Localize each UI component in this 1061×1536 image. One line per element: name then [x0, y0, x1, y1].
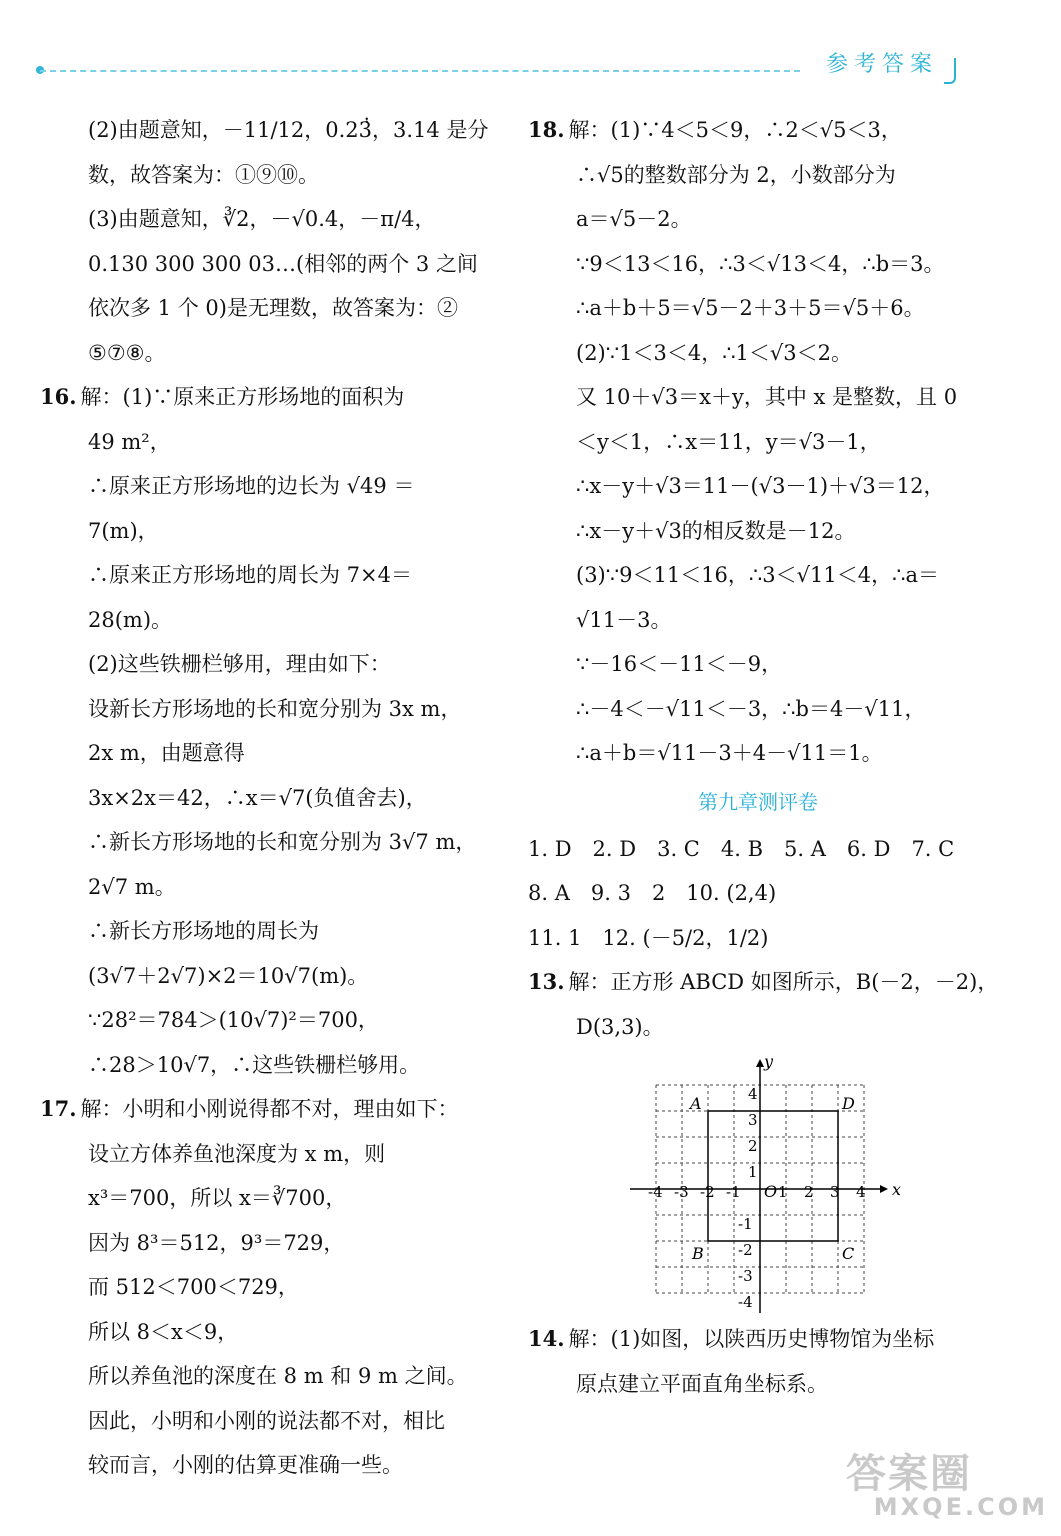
- line-text: 数，故答案为：①⑨⑩。: [88, 162, 319, 187]
- line-text: 7(m)，: [88, 518, 159, 543]
- line-text: 较而言，小刚的估算更准确一些。: [88, 1453, 403, 1477]
- text-line: [40, 1221, 500, 1266]
- line-text: (3)由题意知，∛2，－√0.4，－π/4，: [88, 207, 436, 231]
- text-line: [40, 731, 500, 776]
- text-line: [528, 916, 988, 961]
- text-line: [40, 1043, 500, 1088]
- text-line: [528, 1317, 988, 1362]
- text-line: [40, 598, 500, 643]
- text-line: [40, 242, 500, 287]
- text-line: [40, 1354, 500, 1399]
- line-text: 解：正方形 ABCD 如图所示，B(－2，－2)，: [568, 970, 999, 994]
- text-line: [528, 731, 988, 776]
- text-line: [528, 331, 988, 376]
- text-line: [528, 960, 999, 1005]
- text-line: [528, 197, 988, 242]
- line-text: 而 512＜700＜729，: [88, 1275, 299, 1299]
- line-text: ∴x－y＋√3＝11－(√3－1)＋√3＝12，: [576, 474, 945, 498]
- line-text: ∴新长方形场地的周长为: [88, 919, 319, 943]
- watermark-top: 答案圈: [846, 1451, 972, 1497]
- x-tick-label: -1: [726, 1183, 741, 1201]
- text-line: [40, 1132, 500, 1177]
- line-text: (3)∵9＜11＜16，∴3＜√11＜4，∴a＝: [576, 563, 939, 587]
- line-text: 49 m²，: [88, 429, 171, 454]
- point-c-label: C: [842, 1244, 855, 1263]
- x-tick-label: 2: [804, 1183, 814, 1201]
- line-text: 11. 1 12. (－5/2，1/2): [528, 925, 769, 950]
- text-line: [528, 1005, 988, 1050]
- x-tick-label: -4: [648, 1183, 663, 1201]
- line-text: 28(m)。: [88, 607, 173, 632]
- line-text: ⑤⑦⑧。: [88, 340, 166, 365]
- line-text: 设新长方形场地的长和宽分别为 3x m，: [88, 696, 462, 721]
- question-number: 16.: [40, 384, 77, 409]
- line-text: 8. A 9. 3 2 10. (2,4): [528, 881, 777, 905]
- text-line: [528, 242, 988, 287]
- line-text: x³＝700，所以 x＝∛700，: [88, 1186, 347, 1210]
- right-column: [528, 108, 999, 1406]
- text-line: [40, 420, 500, 465]
- line-text: 解：小明和小刚说得都不对，理由如下：: [80, 1097, 459, 1121]
- y-tick-label: 2: [748, 1137, 758, 1155]
- line-text: ∴原来正方形场地的周长为 7×4＝: [88, 563, 412, 587]
- text-line: [40, 865, 500, 910]
- x-axis-arrow: [880, 1185, 888, 1193]
- line-text: ∴a＋b＋5＝√5－2＋3＋5＝√5＋6。: [576, 296, 925, 320]
- text-line: [528, 1362, 988, 1407]
- text-line: [528, 827, 988, 872]
- text-line: [40, 197, 500, 242]
- line-text: (3√7＋2√7)×2＝10√7(m)。: [88, 963, 369, 988]
- line-text: 原点建立平面直角坐标系。: [576, 1371, 828, 1396]
- line-text: (2)由题意知，－11/12，0.23̇̇，3.14 是分: [88, 118, 489, 142]
- text-line: [40, 642, 500, 687]
- x-axis-label: x: [892, 1180, 902, 1199]
- y-tick-label: -3: [738, 1267, 753, 1285]
- line-text: 因为 8³＝512，9³＝729，: [88, 1230, 345, 1255]
- header-bracket: [944, 58, 956, 84]
- line-text: 解：(1)如图，以陕西历史博物馆为坐标: [568, 1327, 935, 1351]
- text-line: [528, 509, 988, 554]
- text-line: [40, 286, 500, 331]
- line-text: ∵－16＜－11＜－9，: [576, 652, 783, 676]
- text-line: [40, 909, 500, 954]
- line-text: 0.130 300 300 03…(相邻的两个 3 之间: [88, 251, 478, 276]
- text-line: [40, 553, 500, 598]
- question-number: 18.: [528, 117, 565, 142]
- line-text: (2)∵1＜3＜4，∴1＜√3＜2。: [576, 340, 853, 365]
- line-text: 所以养鱼池的深度在 8 m 和 9 m 之间。: [88, 1364, 468, 1388]
- text-line: [40, 108, 500, 153]
- text-line: [40, 776, 500, 821]
- watermark-logo: [846, 1442, 1056, 1532]
- x-tick-label: -3: [674, 1183, 689, 1201]
- line-text: a＝√5－2。: [576, 207, 692, 231]
- text-line: [528, 687, 988, 732]
- line-text: 解：(1)∵原来正方形场地的面积为: [80, 385, 405, 409]
- y-axis-arrow: [756, 1059, 764, 1067]
- text-line: [40, 820, 500, 865]
- line-text: 设立方体养鱼池深度为 x m，则: [88, 1141, 386, 1166]
- text-line: [40, 509, 500, 554]
- line-text: ∴原来正方形场地的边长为 √49 ＝: [88, 474, 415, 498]
- coordinate-grid: [528, 1057, 988, 1317]
- text-line: [40, 1399, 500, 1444]
- line-text: ∴新长方形场地的长和宽分别为 3√7 m，: [88, 830, 477, 854]
- line-text: ∴a＋b＝√11－3＋4－√11＝1。: [576, 741, 883, 765]
- text-line: [40, 687, 500, 732]
- point-d-label: D: [842, 1094, 855, 1113]
- line-text: ∴√5的整数部分为 2，小数部分为: [576, 162, 896, 187]
- y-tick-label: -1: [738, 1215, 753, 1233]
- text-line: [528, 286, 988, 331]
- y-tick-label: 3: [748, 1111, 758, 1129]
- text-line: [40, 1265, 500, 1310]
- line-text: ∵28²＝784＞(10√7)²＝700，: [88, 1008, 379, 1032]
- question-number: 17.: [40, 1096, 77, 1121]
- x-tick-label: -2: [700, 1183, 715, 1201]
- line-text: 又 10＋√3＝x＋y，其中 x 是整数，且 0: [576, 385, 958, 409]
- line-text: (2)这些铁栅栏够用，理由如下：: [88, 652, 391, 676]
- line-text: √11－3。: [576, 607, 672, 632]
- line-text: ∴x－y＋√3的相反数是－12。: [576, 518, 856, 543]
- line-text: ∴28＞10√7，∴这些铁栅栏够用。: [88, 1052, 421, 1077]
- question-number: 13.: [528, 969, 565, 994]
- text-line: [528, 464, 988, 509]
- header-label: 参考答案: [825, 52, 938, 77]
- text-line: [40, 1176, 500, 1221]
- point-b-label: B: [692, 1244, 704, 1263]
- x-tick-label: 1: [778, 1183, 788, 1201]
- text-line: [528, 153, 988, 198]
- line-text: 3x×2x＝42，∴x＝√7(负值舍去)，: [88, 785, 427, 810]
- text-line: [528, 420, 988, 465]
- x-tick-label: 4: [856, 1183, 866, 1201]
- line-text: D(3,3)。: [576, 1014, 664, 1039]
- text-line: [40, 375, 500, 420]
- y-tick-label: -2: [738, 1241, 753, 1259]
- square-abcd: [708, 1111, 838, 1241]
- point-a-label: A: [690, 1094, 702, 1113]
- chapter-title: 第九章测评卷: [698, 789, 818, 814]
- origin-label: O: [764, 1182, 778, 1201]
- question-number: 14.: [528, 1326, 565, 1351]
- text-line: [40, 153, 500, 198]
- y-tick-label: 4: [748, 1085, 758, 1103]
- text-line: [528, 375, 988, 420]
- text-line: [40, 1443, 500, 1488]
- line-text: 依次多 1 个 0)是无理数，故答案为：②: [88, 296, 458, 320]
- line-text: 解：(1)∵4＜5＜9，∴2＜√5＜3，: [568, 118, 902, 142]
- coordinate-grid-figure: [528, 1057, 988, 1317]
- text-line: [40, 331, 500, 376]
- line-text: 1. D 2. D 3. C 4. B 5. A 6. D 7. C: [528, 836, 955, 861]
- text-line: [40, 464, 500, 509]
- line-text: 因此，小明和小刚的说法都不对，相比: [88, 1408, 445, 1433]
- y-axis-label: y: [764, 1057, 774, 1071]
- line-text: ∴－4＜－√11＜－3，∴b＝4－√11，: [576, 696, 926, 721]
- watermark-bottom: MXQE.COM: [873, 1493, 1048, 1521]
- line-text: 2√7 m。: [88, 874, 176, 899]
- text-line: [528, 108, 988, 153]
- line-text: 2x m，由题意得: [88, 741, 245, 765]
- line-text: ∵9＜13＜16，∴3＜√13＜4，∴b＝3。: [576, 251, 945, 276]
- y-tick-label: -4: [738, 1293, 753, 1311]
- left-column: [40, 108, 500, 1488]
- header-dashed-rule: [40, 70, 800, 72]
- text-line: [40, 998, 500, 1043]
- line-text: 所以 8＜x＜9，: [88, 1319, 239, 1344]
- text-line: [528, 642, 988, 687]
- text-line: [40, 1310, 500, 1355]
- text-line: [40, 954, 500, 999]
- text-line: [528, 871, 988, 916]
- text-line: [528, 598, 988, 643]
- text-line: [528, 553, 988, 598]
- line-text: ＜y＜1，∴x＝11，y＝√3－1，: [576, 429, 881, 454]
- y-tick-label: 1: [748, 1163, 758, 1181]
- x-tick-label: 3: [830, 1183, 840, 1201]
- text-line: [40, 1087, 500, 1132]
